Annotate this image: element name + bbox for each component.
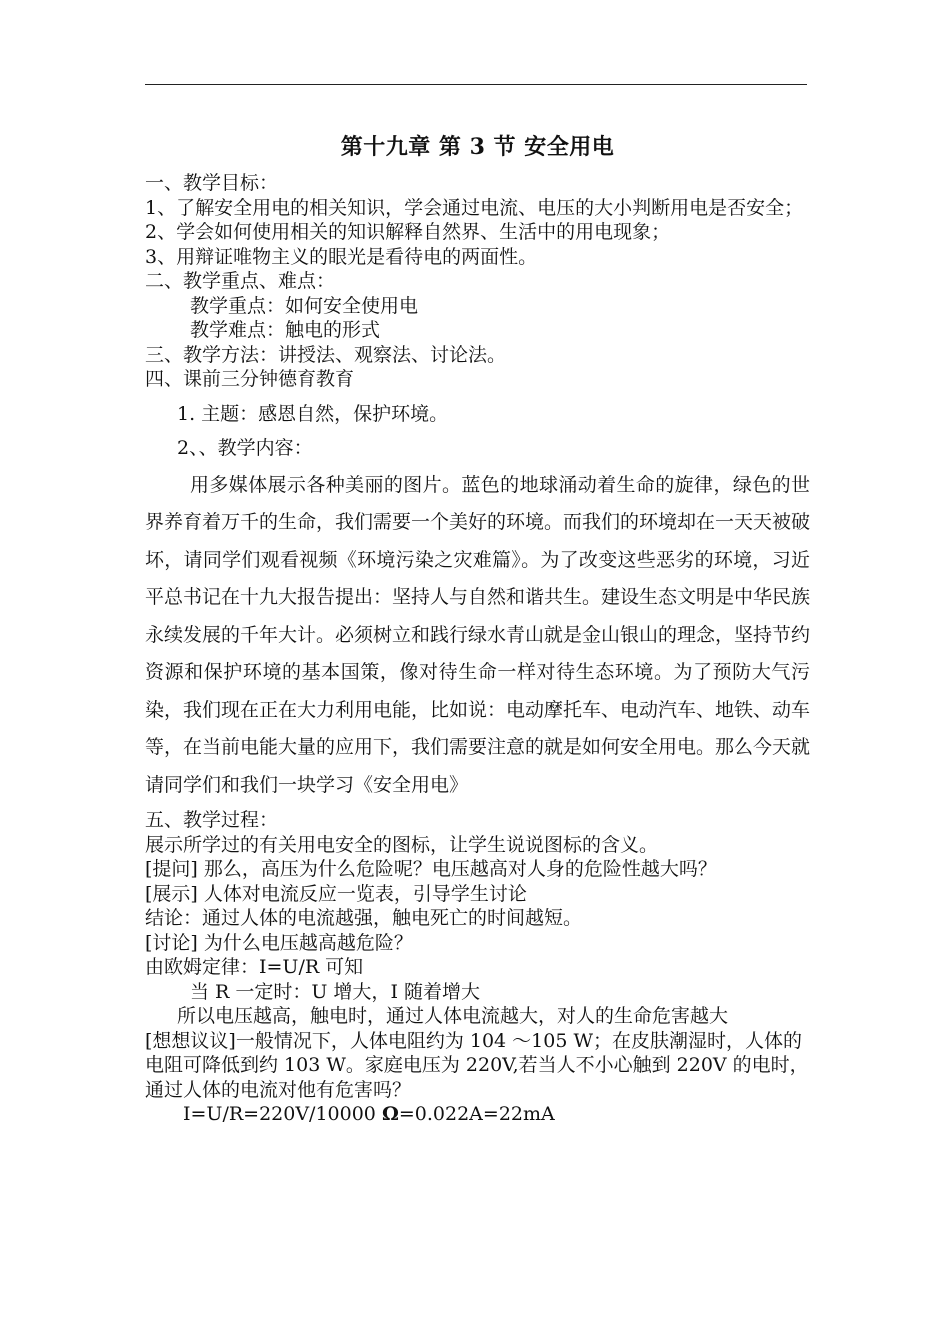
process-line: 结论：通过人体的电流越强，触电死亡的时间越短。 bbox=[145, 907, 583, 929]
section-1-heading: 一、教学目标： bbox=[145, 172, 279, 194]
current-formula bbox=[145, 1102, 810, 1127]
process-line: 展示所学过的有关用电安全的图标，让学生说说图标的含义。 bbox=[145, 833, 659, 856]
process-line: [讨论] 为什么电压越高越危险？ bbox=[145, 931, 413, 954]
section-2-heading: 二、教学重点、难点： bbox=[145, 270, 336, 292]
formula-right: =0.022A=22mA bbox=[398, 1103, 555, 1125]
page-title: 第十九章 第 3 节 安全用电 bbox=[340, 134, 615, 160]
process-line: [提问] 那么，高压为什么危险呢？电压越高对人身的危险性越大吗？ bbox=[145, 858, 717, 880]
section-3-methods: 三、教学方法：讲授法、观察法、讨论法。 bbox=[145, 343, 507, 366]
moral-topic: 1. 主题：感恩自然，保护环境。 bbox=[177, 402, 449, 425]
moral-paragraph: 用多媒体展示各种美丽的图片。蓝色的地球涌动着生命的旋律，绿色的世界养育着万千的生命，我们需要一个美好的环境。而我们的环境却在一天天被破坏，请同学们观看视频《环境污染之灾难篇》。为了改变这些恶劣的环境，习近平总书记在十九大报告提出：坚持人与自然和谐共生。建设生态文明是中华民族永续发展的千年大计。必须树立和践行绿水青山就是金山银山的理念，坚持节约资源和保护环境的基本国策，像对待生命一样对待生态环境。为了预防大气污染，我们现在正在大力利用电能，比如说：电动摩托车、电动汽车、地铁、动车等，在当前电能大量的应用下，我们需要注意的就是如何安全用电。那么今天就请同学们和我们一块学习《安全用电》 bbox=[145, 473, 811, 796]
difficulty-point: 教学难点：触电的形式 bbox=[190, 319, 381, 341]
process-line: 由欧姆定律：I=U/R 可知 bbox=[145, 956, 364, 978]
objective-item: 2、学会如何使用相关的知识解释自然界、生活中的用电现象； bbox=[145, 221, 671, 243]
conclusion-line: 所以电压越高，触电时，通过人体电流越大，对人的生命危害越大 bbox=[177, 1005, 729, 1027]
document-body bbox=[145, 130, 810, 1127]
objective-item: 1、了解安全用电的相关知识，学会通过电流、电压的大小判断用电是否安全； bbox=[145, 196, 804, 219]
process-line: [展示] 人体对电流反应一览表，引导学生讨论 bbox=[145, 882, 527, 905]
key-point: 教学重点：如何安全使用电 bbox=[190, 294, 419, 317]
section-4-heading: 四、课前三分钟德育教育 bbox=[145, 368, 355, 390]
moral-content-label: 2、、教学内容： bbox=[177, 437, 313, 459]
section-5-heading: 五、教学过程： bbox=[145, 809, 279, 831]
formula-left: I=U/R=220V/10000 bbox=[183, 1103, 382, 1125]
ohm-symbol: Ω bbox=[381, 1103, 399, 1125]
think-discuss: [想想议议]一般情况下，人体电阻约为 104 ～105 W；在皮肤潮湿时，人体的电阻可降低到约 103 W。家庭电压为 220V,若当人不小心触到 220V 的电时，通过人体的电流对他有危害吗？ bbox=[145, 1029, 809, 1101]
header-rule bbox=[145, 84, 807, 85]
ohm-law-note: 当 R 一定时：U 增大，I 随着增大 bbox=[190, 980, 480, 1003]
objective-item: 3、用辩证唯物主义的眼光是看待电的两面性。 bbox=[145, 245, 538, 268]
